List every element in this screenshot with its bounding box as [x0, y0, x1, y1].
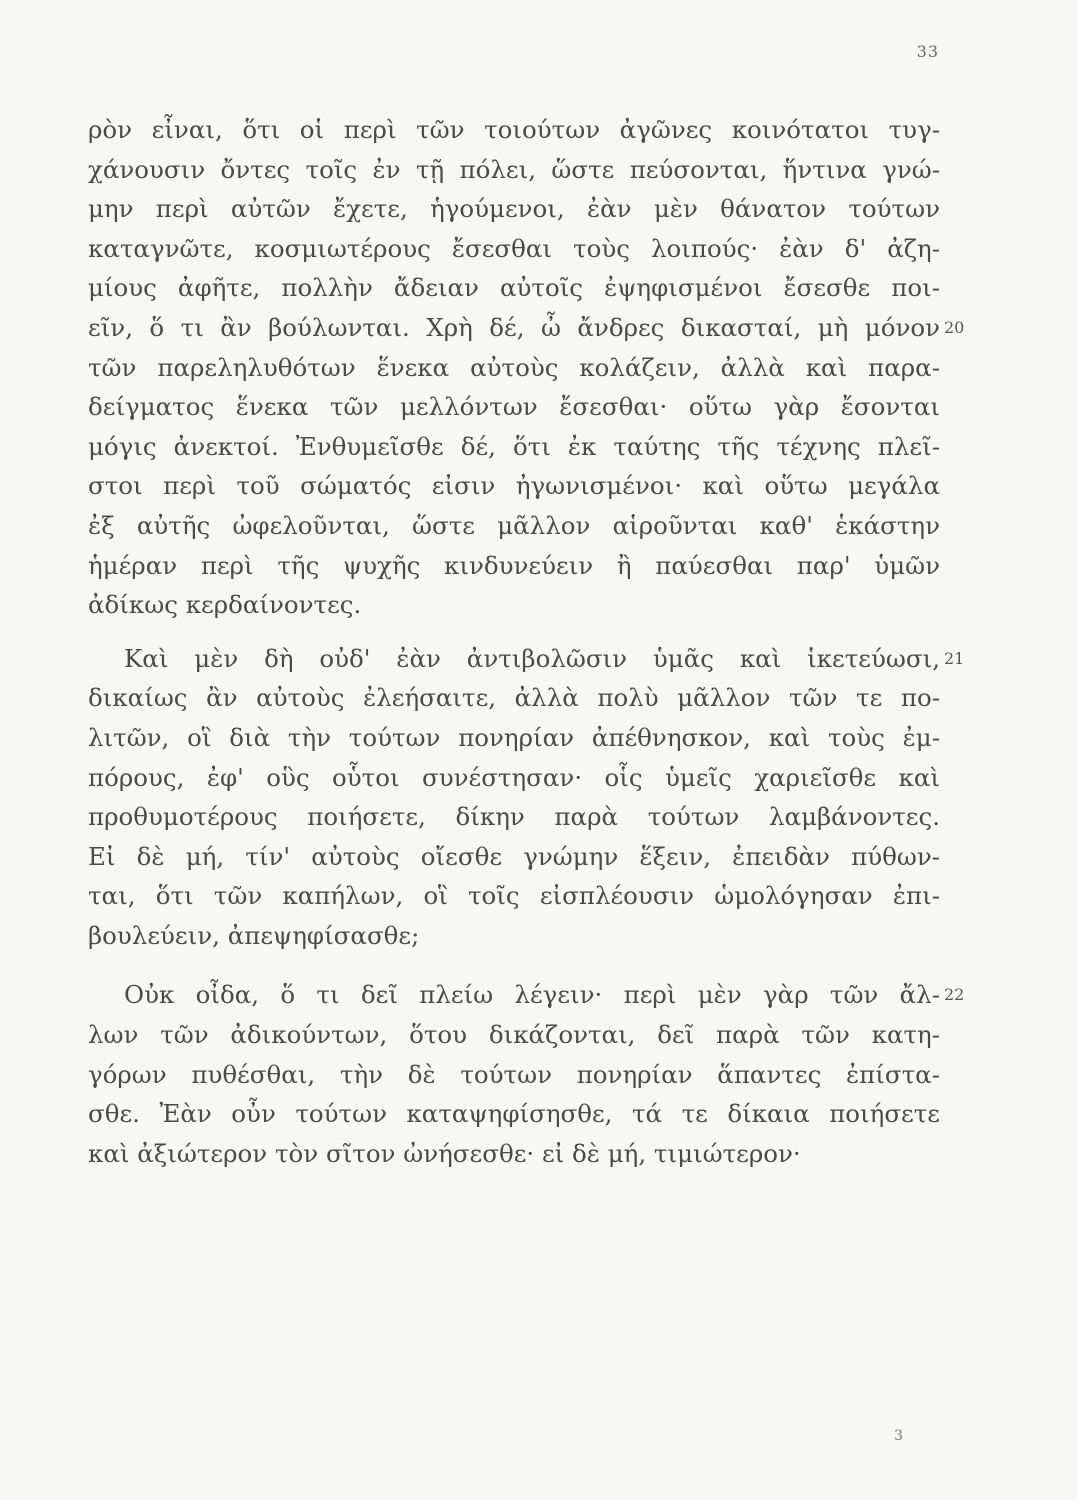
line-text: μην περὶ αὐτῶν ἔχετε, ἡγούμενοι, ἐὰν μὲν θάνατον τούτων: [88, 194, 940, 224]
text-line: [88, 975, 965, 1015]
page-number: 33: [916, 42, 939, 61]
line-text: ἐξ αὐτῆς ὠφελοῦνται, ὥστε μᾶλλον αἱροῦνται καθ' ἑκάστην: [88, 510, 940, 540]
text-line: [88, 585, 940, 625]
text-line: [88, 229, 940, 269]
paragraph: [88, 110, 965, 625]
text-line: [88, 1134, 940, 1174]
line-text: Οὐκ οἶδα, ὅ τι δεῖ πλείω λέγειν· περὶ μὲν γὰρ τῶν ἄλ-: [124, 980, 940, 1010]
text-line: [88, 797, 940, 837]
line-text: δικαίως ἂν αὐτοὺς ἐλεήσαιτε, ἀλλὰ πολὺ μᾶλλον τῶν τε πο-: [88, 683, 940, 713]
text-line: [88, 718, 940, 758]
text-line: [88, 678, 940, 718]
line-text: καὶ ἀξιώτερον τὸν σῖτον ὠνήσεσθε· εἰ δὲ μή, τιμιώτερον·: [88, 1138, 801, 1168]
text-line: [88, 1055, 940, 1095]
text-line: [88, 268, 940, 308]
line-text: προθυμοτέρους ποιήσετε, δίκην παρὰ τούτων λαμβάνοντες.: [88, 802, 940, 832]
paragraph: [88, 639, 965, 956]
text-line: [88, 876, 940, 916]
line-text: εῖν, ὅ τι ἂν βούλωνται. Χρὴ δέ, ὦ ἄνδρες δικασταί, μὴ μόνον: [88, 312, 940, 342]
text-line: [88, 189, 940, 229]
document-body: [88, 110, 965, 1173]
section-number: 21: [944, 648, 965, 668]
text-line: [88, 1094, 940, 1134]
text-line: [88, 150, 940, 190]
text-line: [88, 427, 940, 467]
line-text: καταγνῶτε, κοσμιωτέρους ἔσεσθαι τοὺς λοιπούς· ἐὰν δ' ἀζη-: [88, 233, 940, 263]
text-line: [88, 308, 965, 348]
section-number: 22: [944, 985, 965, 1005]
line-text: τῶν παρεληλυθότων ἕνεκα αὐτοὺς κολάζειν, ἀλλὰ καὶ παρα-: [88, 352, 940, 382]
text-line: [88, 110, 940, 150]
text-line: [88, 916, 940, 956]
line-text: Εἰ δὲ μή, τίν' αὐτοὺς οἴεσθε γνώμην ἕξειν, ἐπειδὰν πύθων-: [88, 841, 940, 871]
line-text: ἡμέραν περὶ τῆς ψυχῆς κινδυνεύειν ἢ παύεσθαι παρ' ὑμῶν: [88, 550, 940, 580]
paragraph: [88, 975, 965, 1173]
line-text: ται, ὅτι τῶν καπήλων, οἳ τοῖς εἰσπλέουσιν ὡμολόγησαν ἐπι-: [88, 881, 940, 911]
line-text: λιτῶν, οἳ διὰ τὴν τούτων πονηρίαν ἀπέθνησκον, καὶ τοὺς ἐμ-: [88, 722, 940, 752]
line-text: Καὶ μὲν δὴ οὐδ' ἐὰν ἀντιβολῶσιν ὑμᾶς καὶ ἱκετεύωσι,: [124, 643, 940, 673]
line-text: ἀδίκως κερδαίνοντες.: [88, 590, 362, 620]
text-line: [88, 546, 940, 586]
text-line: [88, 466, 940, 506]
line-text: λων τῶν ἀδικούντων, ὅτου δικάζονται, δεῖ παρὰ τῶν κατη-: [88, 1020, 940, 1050]
text-line: [88, 1015, 940, 1055]
line-text: δείγματος ἕνεκα τῶν μελλόντων ἔσεσθαι· οὕτω γὰρ ἔσονται: [88, 392, 940, 422]
line-text: ρὸν εἶναι, ὅτι οἱ περὶ τῶν τοιούτων ἀγῶνες κοινότατοι τυγ-: [88, 115, 940, 144]
footer-number: 3: [894, 1428, 903, 1444]
text-line: [88, 506, 940, 546]
line-text: στοι περὶ τοῦ σώματός εἰσιν ἠγωνισμένοι· καὶ οὕτω μεγάλα: [88, 471, 940, 501]
line-text: γόρων πυθέσθαι, τὴν δὲ τούτων πονηρίαν ἅπαντες ἐπίστα-: [88, 1059, 940, 1089]
section-number: 20: [944, 317, 965, 337]
text-line: [88, 348, 940, 388]
text-line: [88, 758, 940, 798]
line-text: σθε. Ἐὰν οὖν τούτων καταψηφίσησθε, τά τε δίκαια ποιήσετε: [88, 1099, 940, 1129]
line-text: μόγις ἀνεκτοί. Ἐνθυμεῖσθε δέ, ὅτι ἐκ ταύτης τῆς τέχνης πλεῖ-: [88, 431, 940, 461]
line-text: πόρους, ἐφ' οὓς οὗτοι συνέστησαν· οἷς ὑμεῖς χαριεῖσθε καὶ: [88, 762, 940, 792]
line-text: χάνουσιν ὄντες τοῖς ἐν τῇ πόλει, ὥστε πεύσονται, ἥντινα γνώ-: [88, 154, 940, 184]
text-line: [88, 387, 940, 427]
text-line: [88, 837, 940, 877]
line-text: βουλεύειν, ἀπεψηφίσασθε;: [88, 920, 420, 950]
line-text: μίους ἀφῆτε, πολλὴν ἄδειαν αὐτοῖς ἐψηφισμένοι ἔσεσθε ποι-: [88, 273, 940, 303]
text-line: [88, 639, 965, 679]
